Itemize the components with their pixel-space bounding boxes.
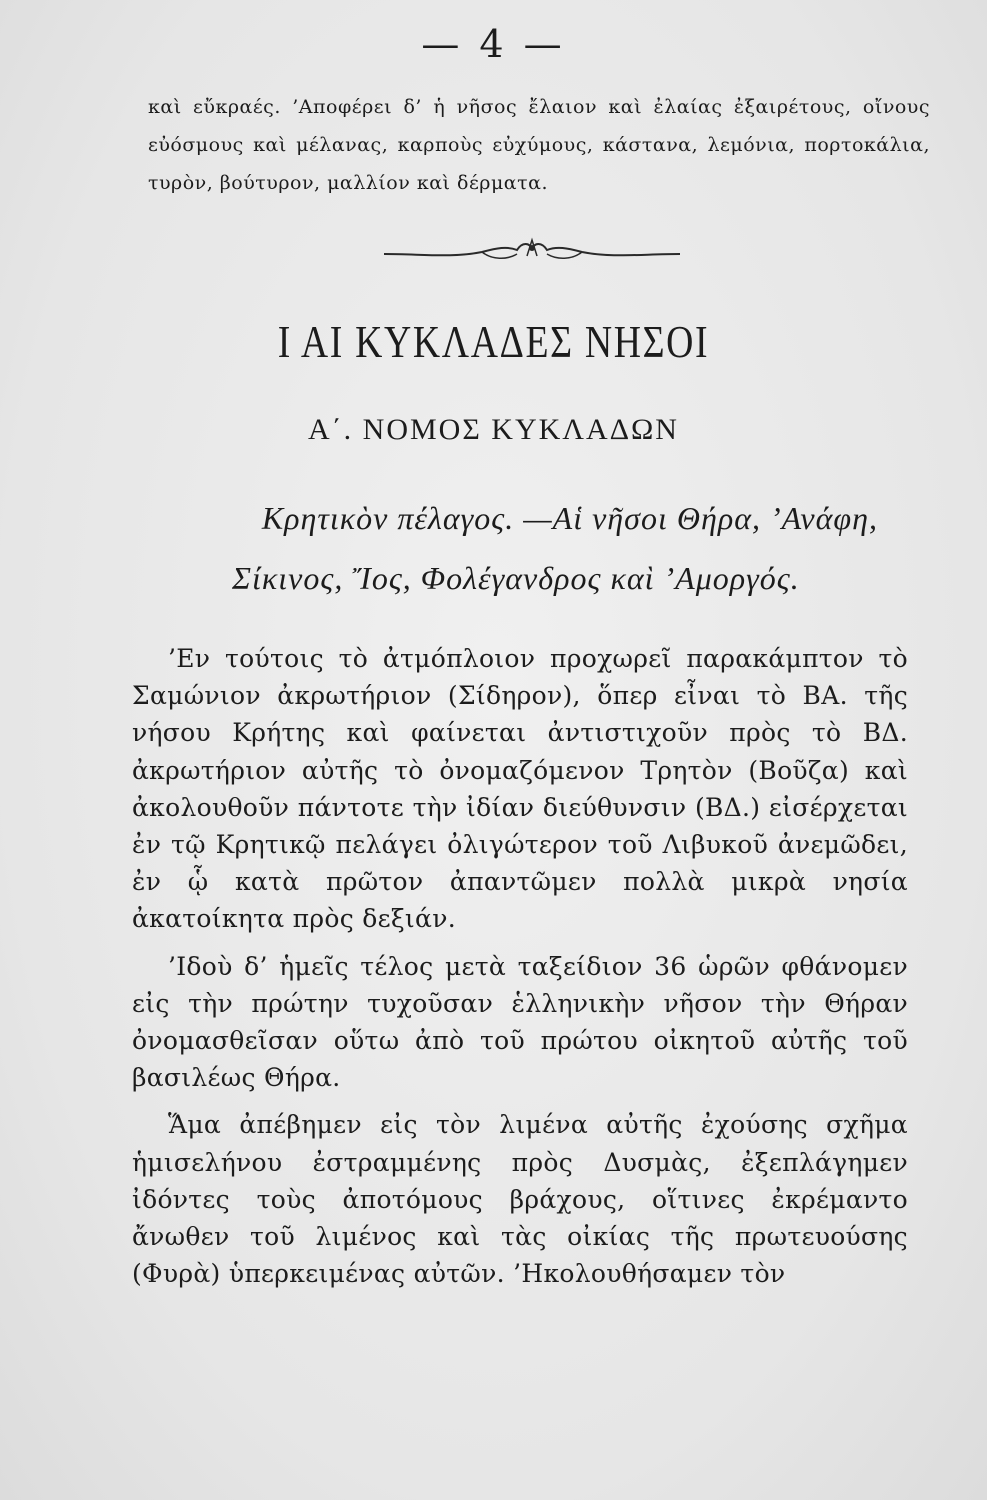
- continued-paragraph: καὶ εὔκραές. ’Αποφέρει δ’ ἡ νῆσος ἔλαιον καὶ ἐλαίας ἐξαιρέτους, οἴνους εὐόσμους καὶ μέλανας, καρποὺς εὐχύμους, κάστανα, λεμόνια, πορτοκάλια, τυρὸν, βούτυρον, μαλλίον καὶ δέρματα.: [148, 96, 930, 194]
- paragraph: Ἅμα ἀπέβημεν εἰς τὸν λιμένα αὐτῆς ἐχούσης σχῆμα ἡμισελήνου ἐστραμμένης πρὸς Δυσμὰς, ἐξεπλάγημεν ἰδόντες τοὺς ἀποτόμους βράχους, οἵτινες ἐκρέμαντο ἄνωθεν τοῦ λιμένος καὶ τὰς οἰκίας τῆς πρωτευούσης (Φυρὰ) ὑπερκειμένας αὐτῶν. ’Ηκολουθήσαμεν τὸν: [132, 1110, 908, 1289]
- subsection-title: Α΄. ΝΟΜΟΣ ΚΥΚΛΑΔΩΝ: [308, 413, 679, 446]
- paragraph: ’Εν τούτοις τὸ ἀτμόπλοιον προχωρεῖ παρακάμπτον τὸ Σαμώνιον ἀκρωτήριον (Σίδηρον), ὅπερ εἶναι τὸ ΒΑ. τῆς νήσου Κρήτης καὶ φαίνεται ἀντιστιχοῦν πρὸς τὸ ΒΔ. ἀκρωτήριον αὐτῆς τὸ ὀνομαζόμενον Τρητὸν (Βοῦζα) καὶ ἀκολουθοῦν πάντοτε τὴν ἰδίαν διεύθυνσιν (ΒΔ.) εἰσέρχεται ἐν τῷ Κρητικῷ πελάγει ὀλιγώτερον τοῦ Λιβυκοῦ ἀνεμῶδει, ἐν ᾧ κατὰ πρῶτον ἀπαντῶμεν πολλὰ μικρὰ νησία ἀκατοίκητα πρὸς δεξιάν.: [132, 644, 908, 934]
- page-number: — 4 —: [421, 22, 566, 66]
- decorative-divider-ornament: [382, 236, 682, 266]
- body-text: [132, 640, 908, 1302]
- italic-heading-line-2: Σίκινος, Ἴος, Φολέγανδρος καὶ ’Αμοργός.: [232, 560, 800, 596]
- section-title: I AI KYKΛAΔEΣ NHΣOI: [277, 316, 710, 367]
- italic-heading-line-1: Κρητικὸν πέλαγος. —Αἱ νῆσοι Θήρα, ’Ανάφη,: [261, 500, 878, 536]
- paragraph: ’Ιδοὺ δ’ ἡμεῖς τέλος μετὰ ταξείδιον 36 ὡρῶν φθάνομεν εἰς τὴν πρώτην τυχοῦσαν ἑλληνικὴν νῆσον τὴν Θήραν ὀνομασθεῖσαν οὕτω ἀπὸ τοῦ πρώτου οἰκητοῦ αὐτῆς τοῦ βασιλέως Θήρα.: [132, 951, 908, 1093]
